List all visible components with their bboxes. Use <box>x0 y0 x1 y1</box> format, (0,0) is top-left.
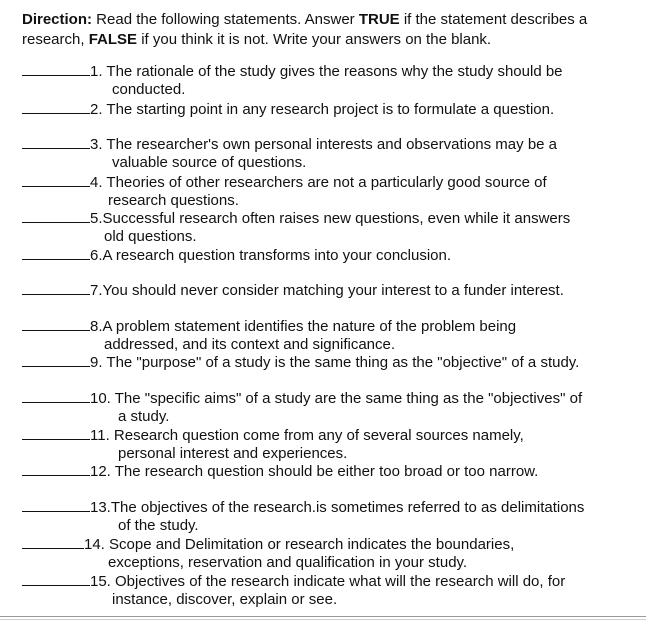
statement-item-2 <box>22 101 632 119</box>
statement-text-8: 8.A problem statement identifies the nature of the problem being <box>90 318 517 335</box>
statement-item-9 <box>22 354 632 372</box>
bottom-divider <box>0 616 646 617</box>
statement-text-9: 9. The "purpose" of a study is the same thing as the "objective" of a study. <box>90 354 580 371</box>
answer-blank-9[interactable] <box>22 354 90 367</box>
statement-text-1: 1. The rationale of the study gives the reasons why the study should be <box>90 63 563 80</box>
answer-blank-15[interactable] <box>22 573 90 586</box>
statement-text-13: 13.The objectives of the research.is sometimes referred to as delimitations <box>90 499 585 516</box>
answer-blank-14[interactable] <box>22 536 84 549</box>
answer-blank-2[interactable] <box>22 101 90 114</box>
false-keyword: FALSE <box>88 31 138 48</box>
statement-text-6: 6.A research question transforms into your conclusion. <box>90 247 452 264</box>
statement-item-12 <box>22 463 632 481</box>
statement-item-1 <box>22 63 632 99</box>
statement-text-3: 3. The researcher's own personal interests and observations may be a <box>90 136 558 153</box>
statement-text-11: 11. Research question come from any of several sources namely, <box>90 427 524 444</box>
statement-item-6 <box>22 247 632 265</box>
statement-text-7: 7.You should never consider matching your interest to a funder interest. <box>90 282 564 299</box>
statement-item-15 <box>22 573 632 609</box>
statement-text-5: 5.Successful research often raises new questions, even while it answers <box>90 210 571 227</box>
statement-item-14 <box>22 536 632 572</box>
answer-blank-3[interactable] <box>22 136 90 149</box>
statement-cont-15: instance, discover, explain or see. <box>112 591 338 608</box>
answer-blank-7[interactable] <box>22 282 90 295</box>
answer-blank-11[interactable] <box>22 427 90 440</box>
statement-text-2: 2. The starting point in any research project is to formulate a question. <box>90 101 555 118</box>
direction-label: Direction: <box>22 11 93 28</box>
statement-cont-14: exceptions, reservation and qualification in your study. <box>108 554 468 571</box>
directions-paragraph <box>22 10 622 50</box>
statement-item-13 <box>22 499 632 535</box>
statement-cont-4: research questions. <box>108 192 239 209</box>
statement-text-4: 4. Theories of other researchers are not a particularly good source of <box>90 174 547 191</box>
statement-item-4 <box>22 174 632 210</box>
answer-blank-10[interactable] <box>22 390 90 403</box>
statement-text-12: 12. The research question should be either too broad or too narrow. <box>90 463 539 480</box>
statement-item-5 <box>22 210 632 246</box>
statement-item-10 <box>22 390 632 426</box>
statement-cont-13: of the study. <box>118 517 199 534</box>
answer-blank-5[interactable] <box>22 210 90 223</box>
true-keyword: TRUE <box>358 11 400 28</box>
direction-text-3: if you think it is not. Write your answers on the blank. <box>137 31 492 48</box>
statement-cont-11: personal interest and experiences. <box>118 445 348 462</box>
statement-cont-1: conducted. <box>112 81 186 98</box>
statement-text-15: 15. Objectives of the research indicate what will the research will do, for <box>90 573 566 590</box>
answer-blank-8[interactable] <box>22 318 90 331</box>
direction-text-1: Read the following statements. Answer <box>92 11 359 28</box>
statement-cont-5: old questions. <box>104 228 197 245</box>
answer-blank-13[interactable] <box>22 499 90 512</box>
statement-cont-8: addressed, and its context and significance. <box>104 336 396 353</box>
answer-blank-1[interactable] <box>22 63 90 76</box>
statement-item-8 <box>22 318 632 354</box>
bottom-divider-secondary <box>0 619 646 620</box>
statement-cont-10: a study. <box>118 408 170 425</box>
statement-text-10: 10. The "specific aims" of a study are the same thing as the "objectives" of <box>90 390 583 407</box>
statement-item-3 <box>22 136 632 172</box>
direction-text-2: if the statement describes a research, <box>22 11 588 48</box>
statement-text-14: 14. Scope and Delimitation or research indicates the boundaries, <box>84 536 515 553</box>
answer-blank-4[interactable] <box>22 174 90 187</box>
statement-item-7 <box>22 282 632 300</box>
answer-blank-6[interactable] <box>22 247 90 260</box>
statement-item-11 <box>22 427 632 463</box>
statement-cont-3: valuable source of questions. <box>112 154 307 171</box>
answer-blank-12[interactable] <box>22 463 90 476</box>
